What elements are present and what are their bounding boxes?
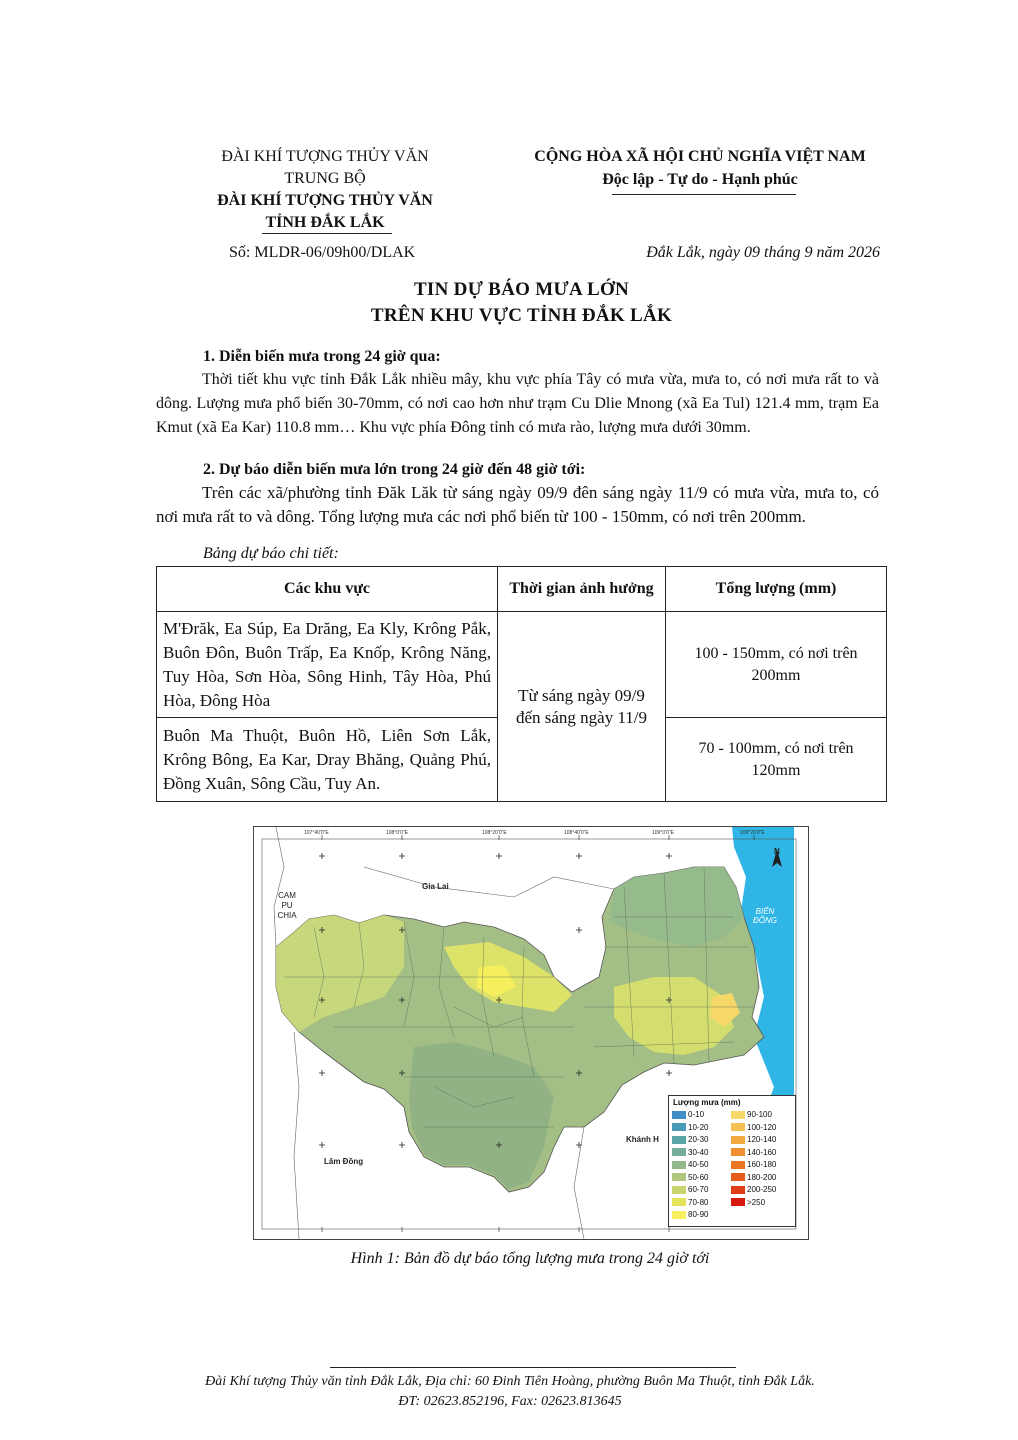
country-name: CỘNG HÒA XÃ HỘI CHỦ NGHĨA VIỆT NAM <box>534 148 866 165</box>
place-and-date: Đắk Lắk, ngày 09 tháng 9 năm 2026 <box>646 244 880 261</box>
document-number: Số: MLDR-06/09h00/DLAK <box>229 244 416 261</box>
legend-label: 20-30 <box>688 1135 709 1144</box>
legend-item <box>731 1160 776 1169</box>
legend-label: 40-50 <box>688 1160 709 1169</box>
map-label-bien-dong: BIỂN ĐÔNG <box>753 907 777 925</box>
legend-label: 100-120 <box>747 1122 777 1132</box>
legend-swatch <box>731 1173 745 1181</box>
agency-block <box>180 146 470 234</box>
legend-label: 80-90 <box>688 1210 709 1219</box>
legend-swatch <box>672 1123 686 1131</box>
row2-amount: 70 - 100mm, có nơi trên 120mm <box>666 718 887 802</box>
national-motto: Độc lập - Tự do - Hạnh phúc <box>602 171 798 188</box>
legend-swatch <box>672 1198 686 1206</box>
legend-item <box>731 1123 776 1132</box>
title-line2: TRÊN KHU VỰC TỈNH ĐẮK LẮK <box>370 305 673 326</box>
header-area: Các khu vực <box>157 567 498 612</box>
header-amount: Tổng lượng (mm) <box>666 567 887 612</box>
legend-label: 50-60 <box>688 1172 709 1182</box>
legend-swatch <box>731 1136 745 1144</box>
row2-area: Buôn Ma Thuột, Buôn Hồ, Liên Sơn Lắk, Krông Bông, Ea Kar, Dray Bhăng, Quảng Phú, Đồng Xuân, Sông Cầu, Tuy An. <box>157 718 498 802</box>
legend-swatch <box>672 1211 686 1219</box>
time-cell: Từ sáng ngày 09/9 đến sáng ngày 11/9 <box>498 612 666 802</box>
legend-item <box>672 1173 708 1182</box>
legend-item <box>672 1210 708 1219</box>
map-legend <box>668 1095 796 1227</box>
section1-heading: 1. Diễn biến mưa trong 24 giờ qua: <box>203 348 441 365</box>
legend-item <box>672 1160 708 1169</box>
map-label-khanh-hoa: Khánh H <box>626 1135 659 1144</box>
footer-phone: ĐT: 02623.852196, Fax: 02623.813645 <box>398 1394 622 1409</box>
document-title <box>156 277 887 329</box>
legend-label: 30-40 <box>688 1147 709 1157</box>
agency-name-line1: ĐÀI KHÍ TƯỢNG THỦY VĂN <box>217 192 433 209</box>
map-label-lam-dong: Lâm Đồng <box>324 1157 364 1166</box>
legend-title: Lượng mưa (mm) <box>673 1098 741 1107</box>
coord-label: 109°20'0"E <box>740 830 765 836</box>
coord-label: 107°40'0"E <box>304 830 329 836</box>
legend-item <box>672 1148 708 1157</box>
legend-label: 180-200 <box>747 1172 777 1182</box>
row1-amount: 100 - 150mm, có nơi trên 200mm <box>666 612 887 718</box>
coord-label: 108°0'0"E <box>386 830 408 836</box>
legend-swatch <box>731 1111 745 1119</box>
figure-caption: Hình 1: Bản đồ dự báo tổng lượng mưa trong 24 giờ tới <box>350 1250 710 1267</box>
header-time: Thời gian ảnh hưởng <box>498 567 666 612</box>
legend-label: 60-70 <box>688 1185 709 1194</box>
section2-text: Trên các xã/phường tỉnh Đăk Lăk từ sáng ngày 09/9 đên sáng ngày 11/9 có mưa vừa, mưa to, có nơi mưa rất to và dông. Tổng lượng mưa các nơi phổ biến từ 100 - 150mm, có nơi trên 200mm. <box>156 483 879 526</box>
map-label-gia-lai: Gia Lai <box>422 882 449 891</box>
legend-swatch <box>672 1136 686 1144</box>
legend-item <box>672 1198 708 1207</box>
motto-underline <box>612 194 796 195</box>
legend-label: 90-100 <box>747 1110 772 1119</box>
legend-item <box>731 1110 772 1119</box>
agency-name-line2: TỈNH ĐẮK LẮK <box>265 214 385 231</box>
north-label: N <box>774 847 780 856</box>
legend-item <box>731 1173 776 1182</box>
legend-label: 120-140 <box>747 1135 777 1144</box>
section1-text: Thời tiết khu vực tỉnh Đắk Lắk nhiều mây, khu vực phía Tây có mưa vừa, mưa to, có nơi mưa rất to và dông. Lượng mưa phổ biến 30-70mm, có nơi cao hơn như trạm Cu Dlie Mnong (xã Ea Tul) 121.4 mm, trạm Ea Kmut (xã Ea Kar) 110.8 mm… Khu vực phía Đông tỉnh có mưa rào, lượng mưa dưới 30mm. <box>156 371 879 436</box>
legend-item <box>731 1198 765 1207</box>
legend-label: 140-160 <box>747 1147 777 1157</box>
legend-swatch <box>731 1161 745 1169</box>
table-header-row <box>157 567 887 612</box>
legend-swatch <box>672 1161 686 1169</box>
legend-swatch <box>731 1148 745 1156</box>
title-line1: TIN DỰ BÁO MƯA LỚN <box>413 279 630 300</box>
coord-label: 108°40'0"E <box>564 830 589 836</box>
footer-rule <box>330 1367 736 1368</box>
legend-item <box>672 1185 708 1194</box>
legend-label: 160-180 <box>747 1160 777 1169</box>
legend-swatch <box>672 1148 686 1156</box>
legend-swatch <box>731 1123 745 1131</box>
footer-address: Đài Khí tượng Thủy văn tỉnh Đắk Lắk, Địa chỉ: 60 Đinh Tiên Hoàng, phường Buôn Ma Thuột, tỉnh Đắk Lắk. <box>205 1374 815 1389</box>
agency-underline <box>262 233 392 234</box>
agency-parent-line2: TRUNG BỘ <box>284 170 366 187</box>
legend-item <box>672 1135 708 1144</box>
legend-swatch <box>672 1173 686 1181</box>
coord-label: 108°20'0"E <box>482 830 507 836</box>
legend-swatch <box>731 1186 745 1194</box>
coord-label: 109°0'0"E <box>652 830 674 836</box>
agency-parent-line1: ĐÀI KHÍ TƯỢNG THỦY VĂN <box>221 148 429 165</box>
legend-item <box>731 1185 776 1194</box>
legend-swatch <box>731 1198 745 1206</box>
legend-item <box>731 1148 776 1157</box>
legend-swatch <box>672 1186 686 1194</box>
legend-item <box>672 1110 704 1119</box>
legend-item <box>672 1123 708 1132</box>
legend-label: 0-10 <box>688 1110 705 1119</box>
legend-label: 70-80 <box>688 1197 709 1207</box>
row1-area: M'Đrăk, Ea Súp, Ea Drăng, Ea Kly, Krông Pắk, Buôn Đôn, Buôn Trấp, Ea Knốp, Krông Năng, Tuy Hòa, Sơn Hòa, Sông Hinh, Tây Hòa, Phú Hòa, Đông Hòa <box>157 612 498 718</box>
table-row <box>157 612 887 718</box>
table-caption: Bảng dự báo chi tiết: <box>203 545 339 562</box>
map-label-cambodia: CAM PU CHIA <box>277 891 297 920</box>
legend-swatch <box>672 1111 686 1119</box>
legend-label: >250 <box>747 1197 766 1207</box>
section2-heading: 2. Dự báo diễn biến mưa lớn trong 24 giờ đến 48 giờ tới: <box>203 461 586 478</box>
legend-label: 10-20 <box>688 1122 709 1132</box>
legend-label: 200-250 <box>747 1185 777 1194</box>
forecast-table <box>156 566 887 802</box>
legend-item <box>731 1135 776 1144</box>
